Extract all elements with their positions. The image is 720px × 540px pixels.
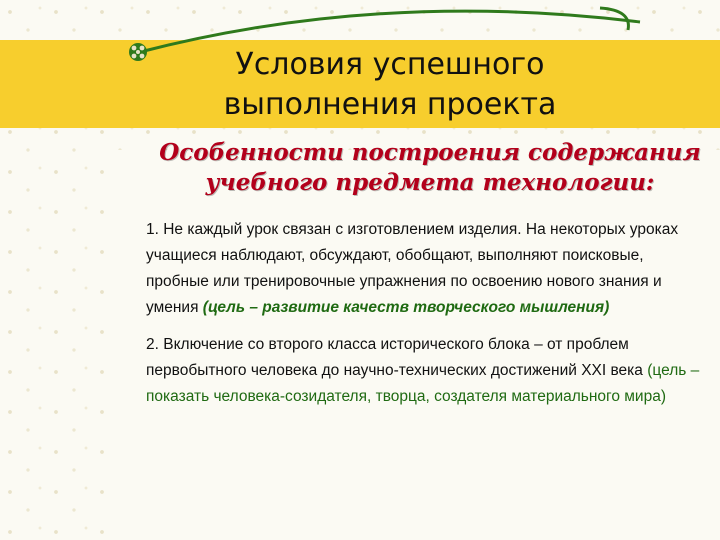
slide-title [160,45,620,125]
flower-ornament-icon [129,43,147,61]
title-line-2: выполнения проекта [223,87,557,122]
title-line-1: Условия успешного [235,47,545,82]
paragraph-1 [146,217,706,321]
subtitle-line-1: Особенности построения содержания [159,139,701,166]
paragraph-2-goal: (цель – показать человека-созидателя, творца, создателя материального мира) [146,362,700,405]
paragraph-1-goal: (цель – развитие качеств творческого мышления) [202,299,610,316]
paragraph-2-text: 2. Включение со второго класса исторического блока – от проблем первобытного человека до научно-технических достижений XXI века [146,336,648,379]
paragraph-2 [146,332,706,410]
subtitle-line-2: учебного предмета технологии: [205,169,655,196]
paragraph-1-text: 1. Не каждый урок связан с изготовлением изделия. На некоторых уроках учащиеся наблюдают, обсуждают, обобщают, выполняют поисковые, пробные или тренировочные упражнения по освоению нового знания и умения [146,221,679,316]
body-text [146,217,706,410]
slide-subtitle [150,138,710,198]
